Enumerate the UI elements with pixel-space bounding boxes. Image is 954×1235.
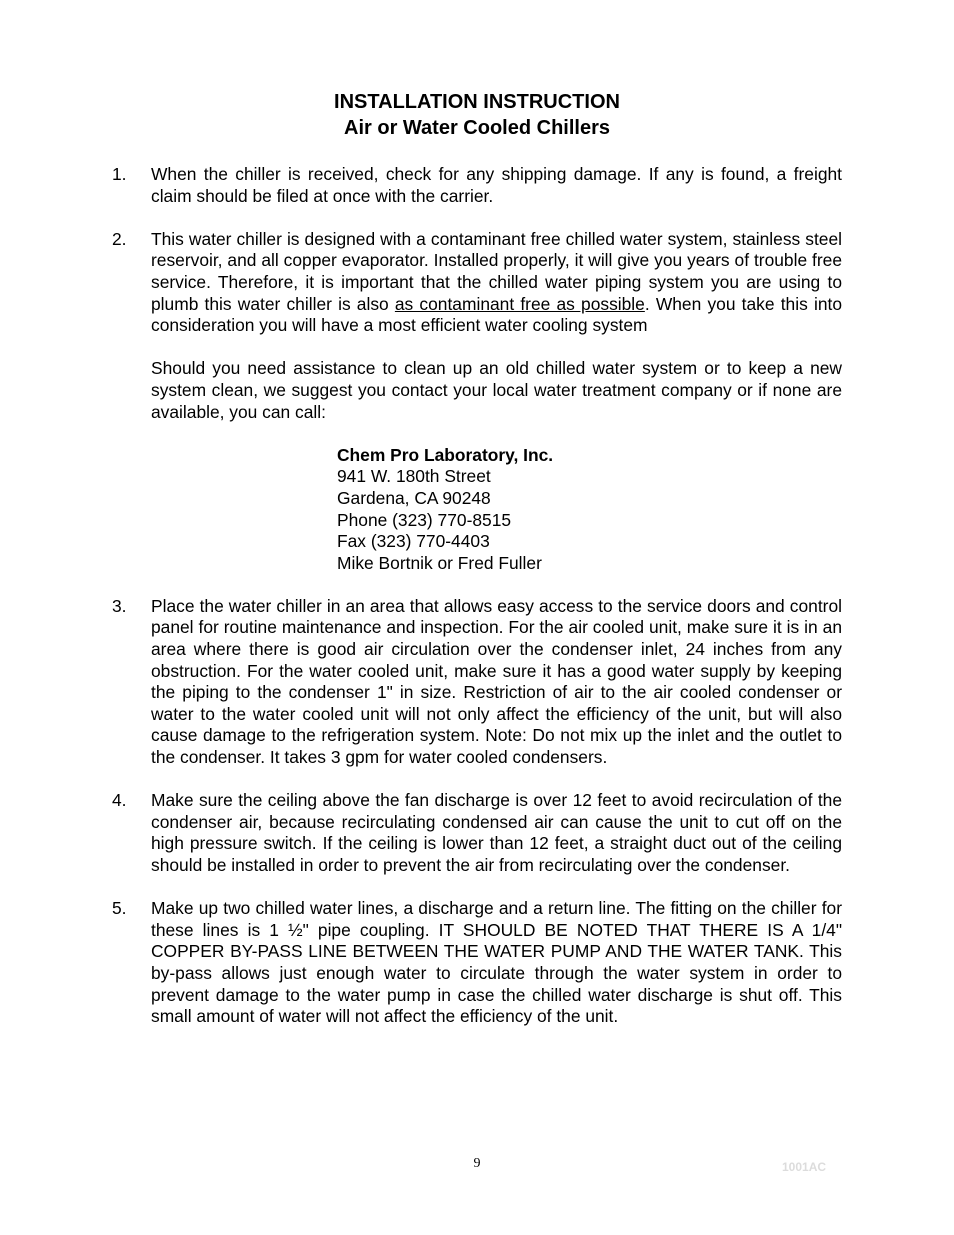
page-number: 9 <box>473 1156 481 1171</box>
instruction-item-3 <box>112 596 842 769</box>
item-number: 4. <box>112 790 127 811</box>
title-line-2: Air or Water Cooled Chillers <box>344 117 610 139</box>
item-text-part: This water chiller is designed with a contaminant free chilled water system, stainless steel reservoir, and all copper evaporator. Installed properly, it will give you years of trouble free service. Therefore, it is important that the chilled water piping system you are using to plumb this water chiller is also <box>151 228 842 314</box>
instruction-item-4 <box>112 790 842 876</box>
item-text: When the chiller is received, check for any shipping damage. If any is found, a freight claim should be filed at once with the carrier. <box>151 164 842 206</box>
assistance-text: Should you need assistance to clean up an old chilled water system or to keep a new system clean, we suggest you contact your local water treatment company or if none are available, you can call: <box>151 358 842 422</box>
item-text-part: . When you take this into consideration you will have a most efficient water cooling system <box>151 293 842 336</box>
item-text: Make sure the ceiling above the fan discharge is over 12 feet to avoid recirculation of the condenser air, because recirculating condensed air can cause the unit to cut off on the high pressure switch. If the ceiling is lower than 12 feet, a straight duct out of the ceiling should be installed in order to prevent the air from recirculating over the condenser. <box>151 790 842 875</box>
instruction-item-2 <box>112 229 842 575</box>
item-text: Make up two chilled water lines, a discharge and a return line. The fitting on the chiller for these lines is 1 ½" pipe coupling. IT SHOULD BE NOTED THAT THERE IS A 1/4" COPPER BY-PASS LINE BETWEEN THE WATER PUMP AND THE WATER TANK. This by-pass allows just enough water to circulate through the water system in order to prevent damage to the water pump in case the chilled water discharge is shut off. This small amount of water will not affect the efficiency of the unit. <box>151 898 842 1027</box>
item-number: 3. <box>112 595 127 616</box>
contact-address <box>337 445 842 575</box>
contact-people: Mike Bortnik or Fred Fuller <box>337 552 542 573</box>
title-line-1: INSTALLATION INSTRUCTION <box>334 91 620 113</box>
contact-fax: Fax (323) 770-4403 <box>337 531 490 552</box>
item-number: 2. <box>112 228 127 249</box>
item-number: 1. <box>112 164 127 184</box>
contact-street: 941 W. 180th Street <box>337 466 491 487</box>
document-code: 1001AC <box>782 1160 827 1174</box>
page-title <box>0 89 954 141</box>
item-text: Place the water chiller in an area that allows easy access to the service doors and control panel for routine maintenance and inspection. For the air cooled unit, make sure it is in an area where there is good air circulation over the condenser inlet, 24 inches from any obstruction. For the water cooled unit, make sure it has a good water supply by keeping the piping to the condenser 1" in size. Restriction of air to the air cooled condenser or water to the water cooled unit will not only affect the efficiency of the unit, but will also cause damage to the refrigeration system. Note: Do not mix up the inlet and the outlet to the condenser. It takes 3 gpm for water cooled condensers. <box>151 595 842 768</box>
item-text <box>151 229 842 337</box>
instruction-item-1 <box>112 164 842 207</box>
contact-city: Gardena, CA 90248 <box>337 487 491 508</box>
contact-phone: Phone (323) 770-8515 <box>337 509 512 530</box>
instruction-list <box>112 164 842 1049</box>
item-number: 5. <box>112 898 127 919</box>
underlined-emphasis: as contaminant free as possible <box>394 293 645 314</box>
instruction-item-5 <box>112 898 842 1028</box>
contact-company: Chem Pro Laboratory, Inc. <box>337 444 554 465</box>
